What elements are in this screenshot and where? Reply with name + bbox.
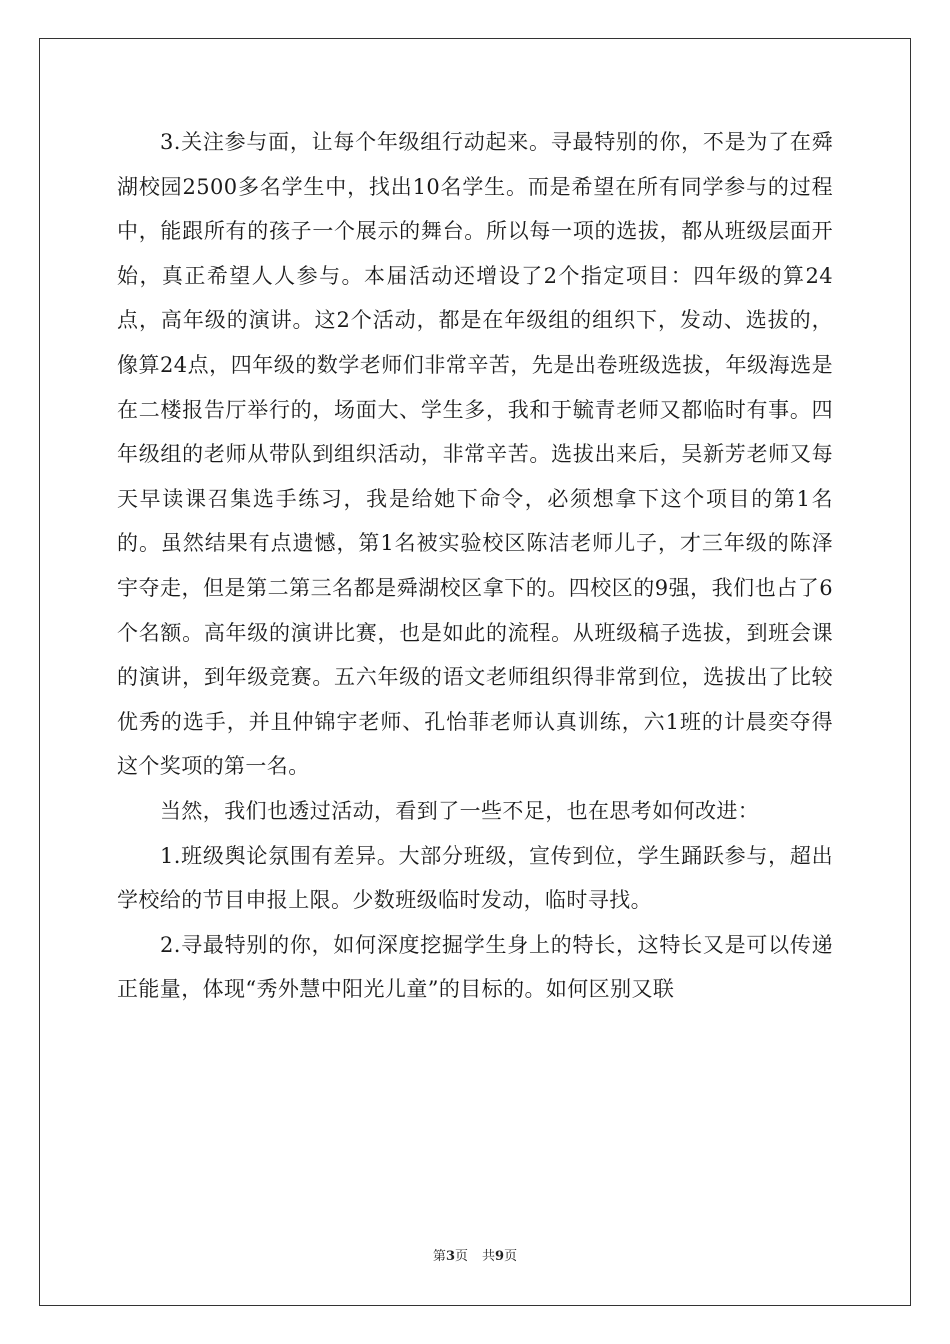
- footer-page-suffix: 页: [454, 1249, 468, 1264]
- footer-page-number: 3: [445, 1249, 455, 1264]
- footer-total-number: 9: [495, 1249, 505, 1264]
- paragraph-3: 1.班级舆论氛围有差异。大部分班级，宣传到位，学生踊跃参与，超出学校给的节目申报上限。少数班级临时发动，临时寻找。: [117, 843, 833, 913]
- page-footer: [0, 1245, 950, 1264]
- paragraph-2: 当然，我们也透过活动，看到了一些不足，也在思考如何改进：: [160, 798, 760, 823]
- paragraph-1: 3.关注参与面，让每个年级组行动起来。寻最特别的你，不是为了在舜湖校园2500多名学生中，找出10名学生。而是希望在所有同学参与的过程中，能跟所有的孩子一个展示的舞台。所以每一项的选拔，都从班级层面开始，真正希望人人参与。本届活动还增设了2个指定项目：四年级的算24点，高年级的演讲。这2个活动，都是在年级组的组织下，发动、选拔的，像算24点，四年级的数学老师们非常辛苦，先是出卷班级选拔，年级海选是在二楼报告厅举行的，场面大、学生多，我和于毓青老师又都临时有事。四年级组的老师从带队到组织活动，非常辛苦。选拔出来后，吴新芳老师又每天早读课召集选手练习，我是给她下命令，必须想拿下这个项目的第1名的。虽然结果有点遗憾，第1名被实验校区陈洁老师儿子，才三年级的陈泽宇夺走，但是第二第三名都是舜湖校区拿下的。四校区的9强，我们也占了6个名额。高年级的演讲比赛，也是如此的流程。从班级稿子选拔，到班会课的演讲，到年级竞赛。五六年级的语文老师组织得非常到位，选拔出了比较优秀的选手，并且仲锦宇老师、孔怡菲老师认真训练，六1班的计晨奕夺得这个奖项的第一名。: [117, 130, 833, 779]
- footer-total-suffix: 页: [504, 1249, 518, 1264]
- document-body: [117, 120, 833, 1012]
- paragraph-4: 2.寻最特别的你，如何深度挖掘学生身上的特长，这特长又是可以传递正能量，体现“秀外慧中阳光儿童”的目标的。如何区别又联: [117, 932, 833, 1002]
- footer-total-prefix: 共: [482, 1249, 496, 1264]
- footer-page-prefix: 第: [432, 1249, 446, 1264]
